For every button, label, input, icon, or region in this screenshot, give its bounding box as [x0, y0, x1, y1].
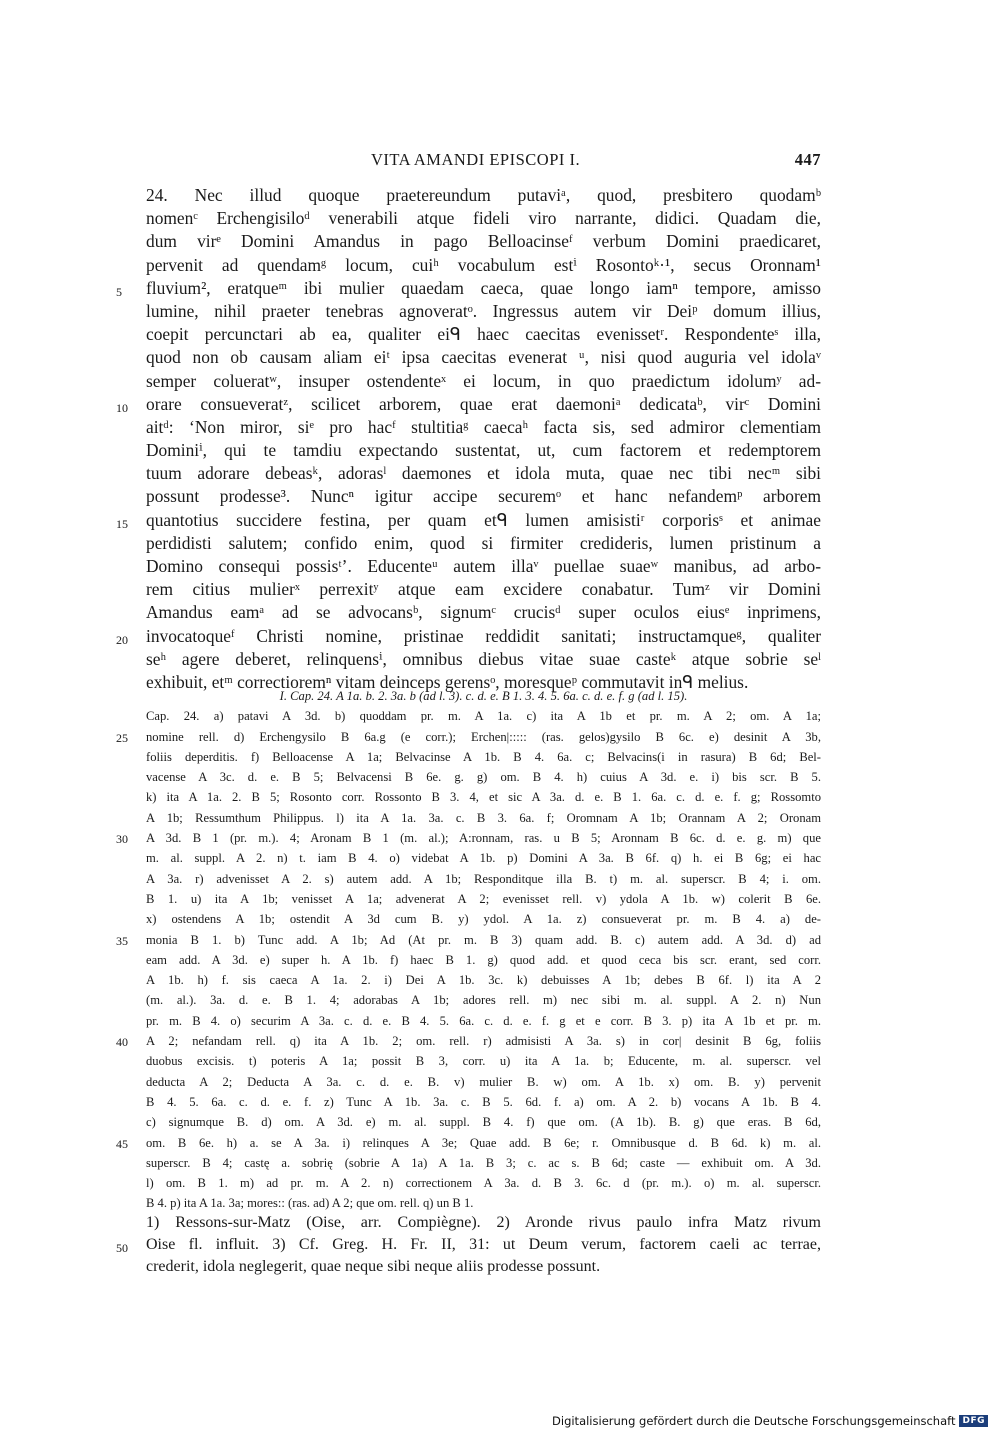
text-line	[116, 277, 821, 300]
text-line	[146, 184, 821, 207]
line-number: 40	[116, 1035, 128, 1050]
text-line	[146, 346, 821, 369]
line-text: pervenit ad quendamᵍ locum, cuiʰ vocabulum estⁱ Rosontoᵏ·¹, secus Oronnam¹	[146, 254, 821, 275]
apparatus-line	[146, 706, 821, 726]
line-text: aitᵈ: ‘Non miror, siᵉ pro hacᶠ stultitiaᵍ caecaʰ facta sis, sed admiror clementiam	[146, 416, 821, 437]
apparatus-line	[146, 767, 821, 787]
line-text: perdidisti salutem; confido enim, quod si firmiter credideris, lumen pristinum a	[146, 532, 821, 553]
text-line	[146, 648, 821, 671]
apparatus-line	[146, 970, 821, 990]
line-text: possunt prodesse³. Nuncⁿ igitur accipe securemᵒ et hanc nefandemᵖ arborem	[146, 486, 821, 507]
apparatus-line	[146, 1193, 821, 1213]
text-line	[146, 601, 821, 624]
text-line	[116, 393, 821, 416]
dfg-credit-text: Digitalisierung gefördert durch die Deutsche Forschungsgemeinschaft	[552, 1414, 956, 1428]
text-line	[146, 207, 821, 230]
line-text: c) signumque B. d) om. A 3d. e) m. al. suppl. B 4. f) que om. (A 1b). B. g) que eras. B 6d,	[146, 1115, 821, 1130]
line-text: 1) Ressons-sur-Matz (Oise, arr. Compiègne). 2) Aronde rivus paulo infra Matz rivum	[146, 1214, 821, 1231]
line-text: superscr. B 4; castę a. sobrię (sobrie A 1a) A 1a. B 3; c. ac s. B 6d; caste — exhibuit om. A 3d.	[146, 1155, 821, 1170]
line-text: m. al. suppl. A 2. n) t. iam B 4. o) videbat A 1b. p) Domini A 3a. B 6f. q) h. ei B 6g; ei hac	[146, 851, 821, 866]
line-number: 35	[116, 933, 128, 948]
apparatus-line	[146, 1173, 821, 1193]
line-text: duobus excisis. t) poteris A 1a; possit B 3, corr. u) ita A 1a. b; Educente, m. al. superscr. vel	[146, 1054, 821, 1069]
apparatus-line	[116, 828, 821, 848]
text-line	[146, 485, 821, 508]
line-text: B 4. 5. 6a. c. d. e. f. z) Tunc A 1b. 3a. c. B 5. 6d. f. a) om. A 2. b) vocans A 1b. B 4.	[146, 1094, 821, 1109]
line-number: 20	[116, 632, 128, 647]
footnote-line	[116, 1234, 821, 1256]
line-number: 10	[116, 400, 128, 415]
text-line	[146, 300, 821, 323]
line-text: orare consueveratᶻ, scilicet arborem, quae erat daemoniᵃ dedicataᵇ, virᶜ Domini	[146, 393, 821, 414]
line-text: A 1b; Ressumthum Philippus. l) ita A 1a. 3a. c. B 3. 6a. f; Oromnam A 1b; Orannam A 2; Oronam	[146, 810, 821, 825]
line-text: Dominiⁱ, qui te tamdiu expectando sustentat, ut, cum factorem et redemptorem	[146, 440, 821, 461]
line-text: Oise fl. influit. 3) Cf. Greg. H. Fr. II, 31: ut Deum verum, factorem caeli ac terrae,	[146, 1236, 821, 1253]
text-line	[146, 230, 821, 253]
line-number: 15	[116, 516, 128, 531]
line-text: semper colueratʷ, insuper ostendenteˣ ei locum, in quo praedictum idolumʸ ad-	[146, 370, 821, 391]
line-text: om. B 6e. h) a. se A 3a. i) relinques A 3e; Quae add. B 6e; r. Omnibusque d. B 6d. k) m. al.	[146, 1135, 821, 1150]
text-line	[146, 254, 821, 277]
apparatus-line	[146, 848, 821, 868]
line-text: coepit percunctari ab ea, qualiter eiᑫ haec caecitas evenissetʳ. Respondenteˢ illa,	[146, 324, 821, 345]
text-line	[146, 439, 821, 462]
apparatus-line	[116, 727, 821, 747]
apparatus-line	[146, 1011, 821, 1031]
page-number: 447	[794, 150, 821, 169]
apparatus-line	[146, 1092, 821, 1112]
running-title: VITA AMANDI EPISCOPI I.	[371, 150, 581, 169]
line-text: crederit, idola neglegerit, quae neque sibi neque aliis prodesse possunt.	[146, 1258, 601, 1275]
line-text: vacense A 3c. d. e. B 5; Belvacensi B 6e. g. g) om. B 4. h) cuius A 3d. e. i) bis scr. B 5.	[146, 770, 821, 785]
line-text: nomenᶜ Erchengisiloᵈ venerabili atque fideli viro narrante, didici. Quadam die,	[146, 208, 821, 229]
line-text: Domino consequi possisᵗ’. Educenteᵘ autem illaᵛ puellae suaeʷ manibus, ad arbo-	[146, 556, 821, 576]
apparatus-line	[146, 686, 821, 706]
critical-apparatus	[116, 686, 821, 1214]
line-text: invocatoqueᶠ Christi nomine, pristinae reddidit sanitati; instructamqueᵍ, qualiter	[146, 625, 821, 646]
line-text: Cap. 24. a) patavi A 3d. b) quoddam pr. m. A 1a. c) ita A 1b et pr. m. A 2; om. A 1a;	[146, 709, 821, 724]
apparatus-line	[146, 808, 821, 828]
dfg-logo: DFG	[959, 1415, 988, 1427]
line-text: tuum adorare debeasᵏ, adorasˡ daemones et idola muta, quae nec tibi necᵐ sibi	[146, 463, 821, 484]
apparatus-line	[146, 990, 821, 1010]
line-text: A 3d. B 1 (pr. m.). 4; Aronam B 1 (m. al.); A:ronnam, ras. u B 5; Aronnam B 6c. d. e. g. m) que	[146, 831, 821, 846]
line-number: 50	[116, 1241, 128, 1255]
apparatus-line	[146, 1153, 821, 1173]
text-line	[116, 509, 821, 532]
line-text: A 1b. h) f. sis caeca A 1a. 2. i) Dei A 1b. 3c. k) debuisses A 1b; debes B 6f. l) ita A 2	[146, 973, 821, 988]
line-text: (m. al.). 3a. d. e. B 1. 4; adorabas A 1b; adores rell. m) nec sibi m. al. suppl. A 2. n) Nun	[146, 993, 821, 1008]
line-text: eam add. A 3d. e) super h. A 1b. f) haec B 1. g) quod add. et quod ceca bis scr. erant, sed corr.	[146, 952, 821, 967]
line-number: 45	[116, 1136, 128, 1151]
line-text: pr. m. B 4. o) securim A 3a. c. d. e. B 4. 5. 6a. c. d. e. f. g et e corr. B 3. p) ita A 1b et pr. m.	[146, 1013, 821, 1028]
line-text: k) ita A 1a. 2. B 5; Rosonto corr. Rossonto B 3. 4, et sic A 3a. d. e. B 1. 6a. c. d. e. f. g; Rossomto	[146, 790, 821, 805]
apparatus-line	[146, 869, 821, 889]
line-text: A 2; nefandam rell. q) ita A 1b. 2; om. rell. r) admisisti A 3a. s) in cor| desinit B 6g, foliis	[146, 1034, 821, 1049]
line-number: 30	[116, 832, 128, 847]
apparatus-line	[146, 909, 821, 929]
text-line	[146, 323, 821, 346]
footnote-line	[146, 1212, 821, 1234]
line-text: lumine, nihil praeter tenebras agnoveratᵒ. Ingressus autem vir Deiᵖ domum illius,	[146, 300, 821, 321]
line-text: I. Cap. 24. A 1a. b. 2. 3a. b (ad l. 3). c. d. e. B 1. 3. 4. 5. 6a. c. d. e. f. g (ad l. 15).	[279, 689, 688, 703]
text-line	[146, 462, 821, 485]
line-number: 25	[116, 730, 128, 745]
line-text: nomine rell. d) Erchengysilo B 6a.g (e corr.); Erchen|::::: (ras. gelos)gysilo B 6c. e) desinit A 3b,	[146, 729, 821, 744]
apparatus-line	[146, 950, 821, 970]
apparatus-line	[146, 1072, 821, 1092]
line-text: seʰ agere deberet, relinquensⁱ, omnibus diebus vitae suae casteᵏ atque sobrie seˡ	[146, 648, 821, 669]
line-text: A 3a. r) advenisset A 2. s) autem add. A 1b; Responditque illa B. t) m. al. superscr. B 4; i. om.	[146, 871, 821, 886]
text-line	[146, 578, 821, 601]
line-text: dum virᵉ Domini Amandus in pago Belloacinseᶠ verbum Domini praedicaret,	[146, 231, 821, 252]
line-text: x) ostendens A 1b; ostendit A 3d cum B. y) ydol. A 1a. z) consueverat pr. m. B 4. a) de-	[146, 912, 821, 927]
apparatus-line	[116, 1031, 821, 1051]
line-text: foliis deperditis. f) Belloacense A 1a; Belvacinse A 1b. B 4. 6a. c; Belvacins(i in rasura) B 6d; Bel-	[146, 749, 821, 764]
main-text	[116, 184, 821, 694]
apparatus-line	[146, 1051, 821, 1071]
line-number: 5	[116, 284, 122, 299]
line-text: exhibuit, etᵐ correctioremⁿ vitam deinceps gerensᵒ, moresqueᵖ commutavit inᑫ melius.	[146, 671, 749, 692]
text-line	[116, 625, 821, 648]
apparatus-line	[116, 930, 821, 950]
line-text: fluvium², eratqueᵐ ibi mulier quaedam caeca, quae longo iamⁿ tempore, amisso	[146, 277, 821, 298]
line-text: B 4. p) ita A 1a. 3a; mores:: (ras. ad) A 2; que om. rell. q) un B 1.	[146, 1196, 474, 1211]
apparatus-line	[146, 889, 821, 909]
apparatus-line	[146, 787, 821, 807]
footnotes	[116, 1212, 821, 1278]
footnote-line	[146, 1256, 821, 1278]
text-line	[146, 532, 821, 555]
line-text: l) om. B 1. m) ad pr. m. A 2. n) correctionem A 3a. d. B 3. 6c. d (pr. m.). o) m. al. superscr.	[146, 1176, 821, 1191]
line-text: 24. Nec illud quoque praetereundum putaviᵃ, quod, presbitero quodamᵇ	[146, 185, 821, 205]
line-text: rem citius mulierˣ perrexitʸ atque eam excidere conabatur. Tumᶻ vir Domini	[146, 579, 821, 600]
text-line	[146, 416, 821, 439]
line-text: Amandus eamᵃ ad se advocansᵇ, signumᶜ crucisᵈ super oculos eiusᵉ inprimens,	[146, 602, 821, 623]
line-text: monia B 1. b) Tunc add. A 1b; Ad (At pr. m. B 3) quam add. B. c) autem add. A 3d. d) ad	[146, 932, 821, 947]
line-text: quantotius succidere festina, per quam etᑫ lumen amisistiʳ corporisˢ et animae	[146, 509, 821, 530]
dfg-credit	[552, 1414, 988, 1428]
apparatus-line	[146, 747, 821, 767]
apparatus-line	[146, 1112, 821, 1132]
text-line	[146, 370, 821, 393]
text-line	[146, 555, 821, 578]
line-text: deducta A 2; Deducta A 3a. c. d. e. B. v) mulier B. w) om. A 1b. x) om. B. y) pervenit	[146, 1074, 821, 1089]
apparatus-line	[116, 1133, 821, 1153]
line-text: B 1. u) ita A 1b; venisset A 1a; advenerat A 2; evenisset rell. v) ydola A 1b. w) colerit B 6e.	[146, 891, 821, 906]
line-text: quod non ob causam aliam eiᵗ ipsa caecitas evenerat ᵘ, nisi quod auguria vel idolaᵛ	[146, 347, 821, 368]
